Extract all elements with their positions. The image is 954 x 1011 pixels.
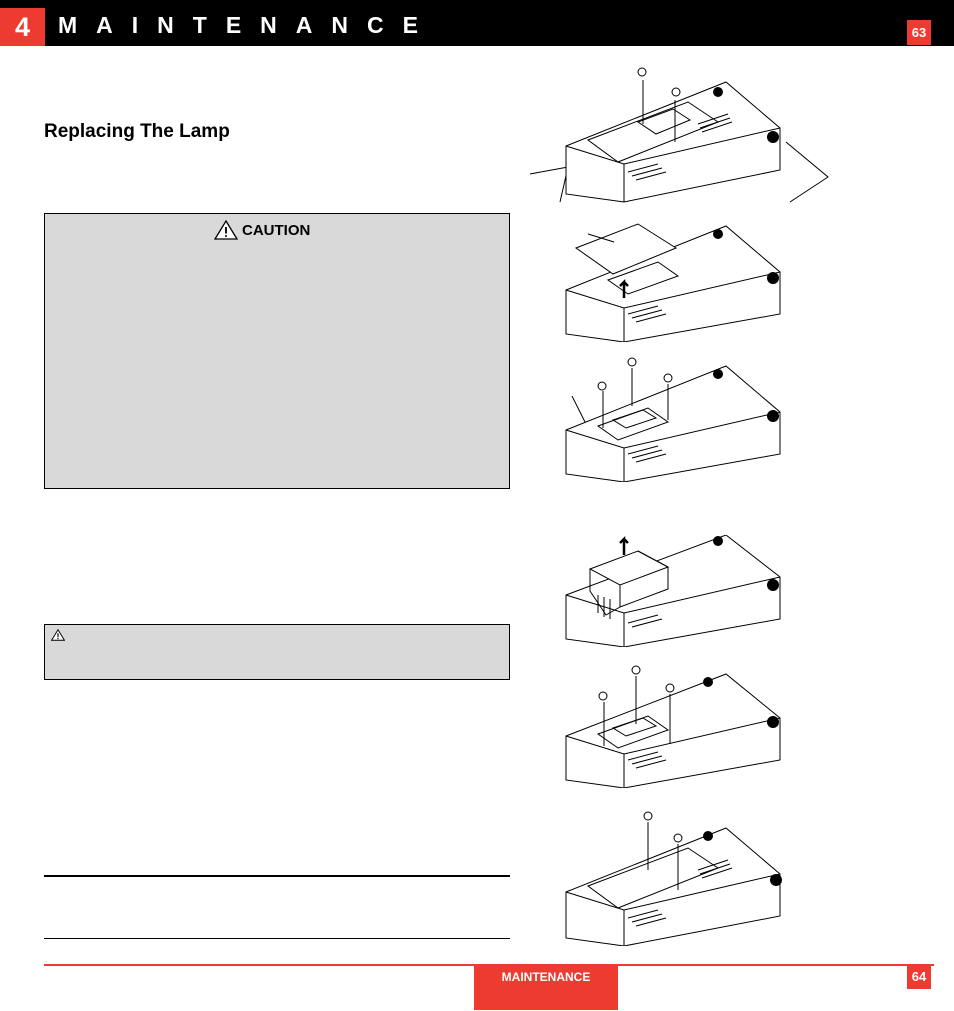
illustration-loosen-lamp-screws xyxy=(528,356,833,482)
illustration-remove-cover-screws xyxy=(528,62,833,204)
caution-box xyxy=(44,213,510,489)
illustration-lift-lamp-cover xyxy=(528,218,833,342)
page-number-bottom: 64 xyxy=(907,964,931,989)
illustration-tighten-lamp-screws xyxy=(528,664,833,788)
warning-box xyxy=(44,624,510,680)
caution-heading xyxy=(214,220,310,240)
illustration-reattach-lamp-cover xyxy=(528,808,833,946)
page-number-top: 63 xyxy=(907,20,931,45)
chapter-number-badge: 4 xyxy=(0,8,45,46)
section-title: Replacing The Lamp xyxy=(44,121,230,142)
note-rule-top xyxy=(44,875,510,877)
chapter-title: MAINTENANCE xyxy=(58,12,437,38)
illustration-pull-out-lamp xyxy=(528,535,833,647)
footer-section-tab: MAINTENANCE xyxy=(474,964,618,1010)
warning-triangle-icon xyxy=(51,629,65,641)
warning-triangle-icon xyxy=(214,220,238,240)
caution-label: CAUTION xyxy=(242,221,311,239)
note-rule-bottom xyxy=(44,938,510,939)
